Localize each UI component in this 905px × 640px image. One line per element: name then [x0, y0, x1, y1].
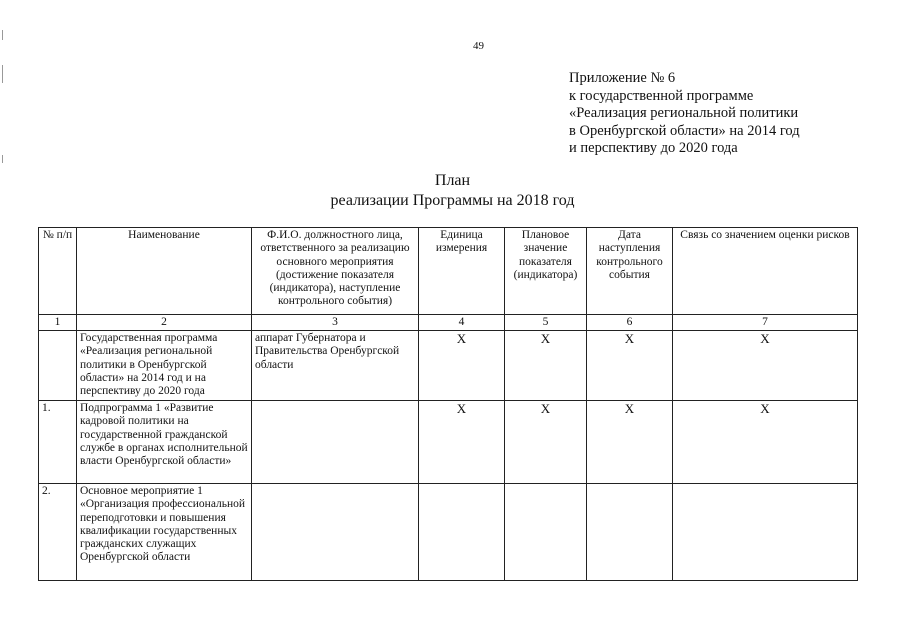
column-number: 1 [39, 315, 77, 331]
plan-table [38, 227, 858, 581]
header-cell-risk-link: Связь со значением оценки рисков [673, 228, 858, 315]
row-number [39, 331, 77, 401]
table-row [39, 331, 858, 401]
scan-edge-mark-middle [2, 65, 3, 83]
column-number: 6 [587, 315, 673, 331]
header-row [39, 228, 858, 315]
row-name: Подпрограмма 1 «Развитие кадровой политики на государственной гражданской службе в органах исполнительной власти Оренбургской области» [77, 401, 252, 484]
row-name: Государственная программа «Реализация региональной политики в Оренбургской области» на 2014 год и на перспективу до 2020 года [77, 331, 252, 401]
plan-title [0, 171, 905, 211]
column-number-row [39, 315, 858, 331]
row-name: Основное мероприятие 1 «Организация профессиональной переподготовки и повышения квалификации государственных гражданских служащих Оренбургской области [77, 484, 252, 581]
row-responsible: аппарат Губернатора и Правительства Оренбургской области [252, 331, 419, 401]
appendix-line: в Оренбургской области» на 2014 год [569, 122, 800, 139]
appendix-line: «Реализация региональной политики [569, 105, 799, 121]
row-number: 2. [39, 484, 77, 581]
row-event-date [587, 484, 673, 581]
header-cell-name: Наименование [77, 228, 252, 315]
row-number: 1. [39, 401, 77, 484]
row-unit: Х [419, 331, 505, 401]
table-row [39, 484, 858, 581]
column-number: 3 [252, 315, 419, 331]
appendix-note [569, 70, 800, 158]
column-number: 5 [505, 315, 587, 331]
page-number: 49 [473, 40, 484, 52]
row-planned-value: Х [505, 401, 587, 484]
header-cell-unit: Единица измерения [419, 228, 505, 315]
row-risk-link: Х [673, 401, 858, 484]
row-planned-value [505, 484, 587, 581]
appendix-line: к государственной программе [569, 87, 754, 104]
column-number: 4 [419, 315, 505, 331]
scan-edge-mark-lower [2, 155, 3, 163]
row-unit: Х [419, 401, 505, 484]
column-number: 7 [673, 315, 858, 331]
row-event-date: Х [587, 331, 673, 401]
row-responsible [252, 401, 419, 484]
column-number: 2 [77, 315, 252, 331]
row-planned-value: Х [505, 331, 587, 401]
header-cell-number: № п/п [39, 228, 77, 315]
appendix-line: и перспективу до 2020 года [569, 140, 738, 156]
appendix-line: Приложение № 6 [569, 70, 676, 86]
row-responsible [252, 484, 419, 581]
row-event-date: Х [587, 401, 673, 484]
row-unit [419, 484, 505, 581]
header-cell-planned-value: Плановое значение показателя (индикатора) [505, 228, 587, 315]
plan-title-line1: План [434, 172, 471, 189]
header-cell-event-date: Дата наступления контрольного события [587, 228, 673, 315]
row-risk-link [673, 484, 858, 581]
plan-title-line2: реализации Программы на 2018 год [330, 192, 575, 209]
scan-edge-mark-top [2, 30, 3, 40]
header-cell-responsible: Ф.И.О. должностного лица, ответственного за реализацию основного мероприятия (достижение показателя (индикатора), наступление контрольного события) [252, 228, 419, 315]
row-risk-link: Х [673, 331, 858, 401]
table-row [39, 401, 858, 484]
